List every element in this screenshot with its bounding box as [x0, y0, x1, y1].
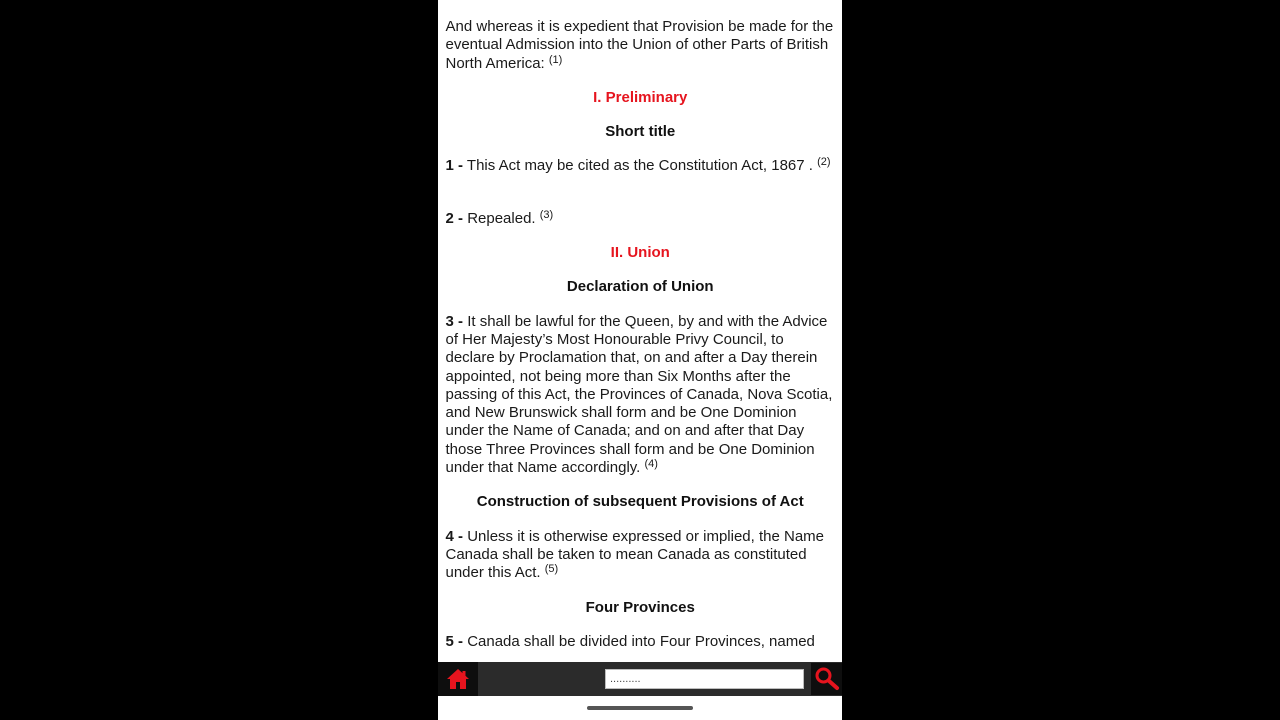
footnote-ref[interactable]: (4) [644, 458, 658, 471]
section-title-declaration: Declaration of Union [566, 278, 714, 296]
system-gesture-area [438, 696, 842, 720]
intro-paragraph [446, 18, 836, 73]
section-title-short-title: Short title [605, 123, 676, 141]
section-3 [446, 313, 836, 478]
footnote-ref[interactable]: (3) [539, 208, 554, 221]
footnote-ref[interactable]: (1) [548, 53, 563, 66]
part-heading-union: II. Union [610, 244, 670, 262]
section-number: 1 - [445, 157, 464, 175]
home-button[interactable] [438, 662, 478, 696]
part-heading-preliminary: I. Preliminary [593, 88, 688, 106]
intro-text: And whereas it is expedient that Provision be made for the eventual Admission into the Union of other Parts of British North America: [445, 18, 834, 72]
section-text: Repealed. [467, 209, 536, 227]
footnote-ref[interactable]: (5) [544, 563, 559, 576]
section-2 [446, 210, 836, 228]
footnote-ref[interactable]: (2) [817, 156, 831, 169]
search-input[interactable] [605, 669, 804, 689]
magnifier-icon [814, 667, 840, 691]
section-number: 3 - [445, 312, 464, 330]
section-number: 4 - [445, 527, 464, 545]
home-indicator[interactable] [587, 706, 693, 710]
section-text: It shall be lawful for the Queen, by and with the Advice of Her Majesty’s Most Honourable Privy Council, to declare by Proclamation that, on and after a Day therein appointed, not being more than Six Months after the passing of this Act, the Provinces of Canada, Nova Scotia, and New Brunswick shall form and be One Dominion under the Name of Canada; and on and after that Day those Three Provinces shall form and be One Dominion under that Name accordingly. [445, 312, 833, 477]
section-number: 2 - [445, 209, 464, 227]
section-number: 5 - [445, 632, 464, 650]
section-text: This Act may be cited as the Constitution Act, 1867 . [466, 157, 813, 175]
bottom-toolbar [438, 662, 842, 696]
section-text: Canada shall be divided into Four Provinces, named [467, 632, 815, 650]
phone-screen [438, 0, 842, 720]
home-icon [446, 668, 470, 690]
document-view[interactable] [438, 0, 842, 662]
section-5 [446, 633, 836, 651]
section-text: Unless it is otherwise expressed or implied, the Name Canada shall be taken to mean Canada as constituted under this Act. [445, 527, 825, 582]
search-button[interactable] [811, 663, 842, 695]
section-title-construction: Construction of subsequent Provisions of Act [476, 493, 804, 511]
section-title-four-provinces: Four Provinces [585, 598, 695, 616]
section-1 [446, 157, 836, 175]
section-4 [446, 528, 836, 583]
